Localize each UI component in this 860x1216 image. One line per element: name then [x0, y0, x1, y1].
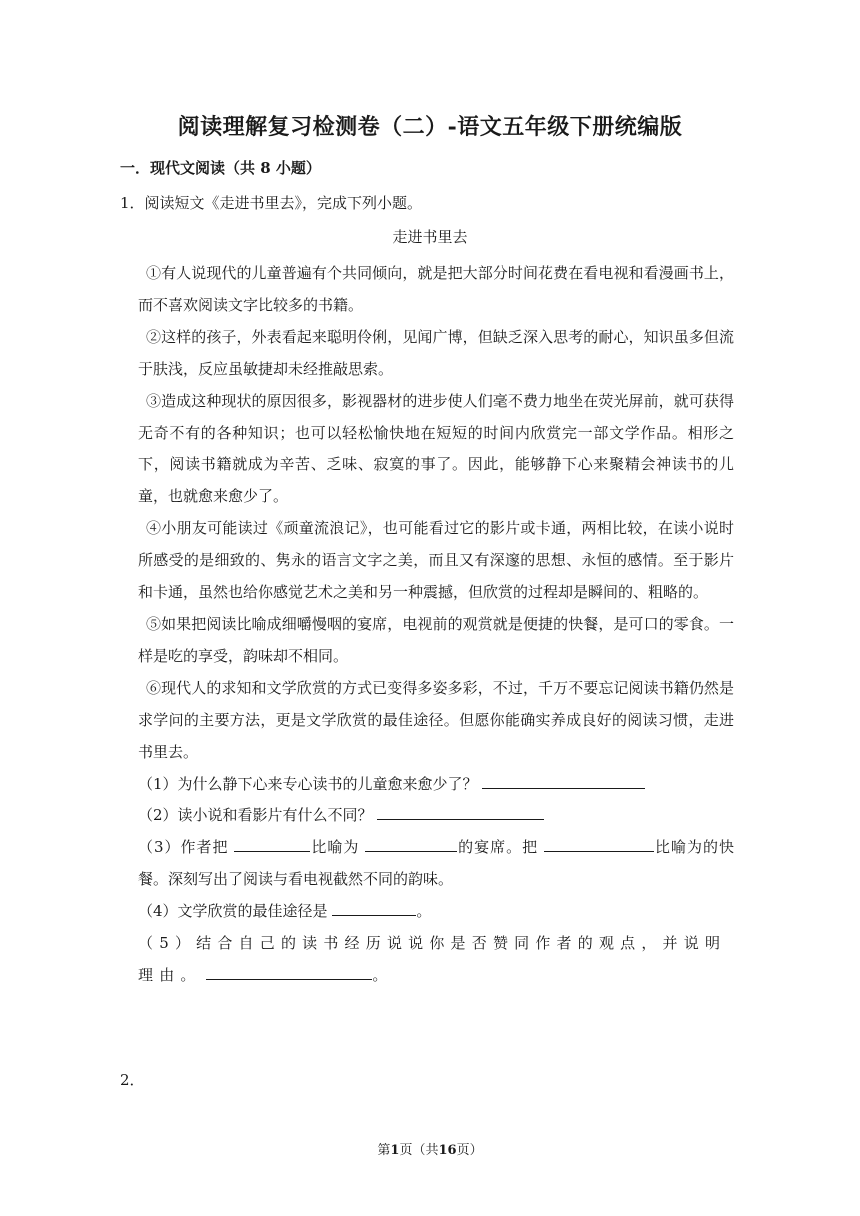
paragraph-5: ⑤如果把阅读比喻成细嚼慢咽的宴席，电视前的观赏就是便捷的快餐，是可口的零食。一样是吃的享受，韵味却不相同。	[138, 614, 734, 665]
answer-blank-3c[interactable]	[544, 836, 654, 852]
answer-blank-2[interactable]	[377, 804, 544, 820]
paragraph-1: ①有人说现代的儿童普遍有个共同倾向，就是把大部分时间花费在看电视和看漫画书上，而不喜欢阅读文字比较多的书籍。	[138, 264, 734, 314]
page-footer	[0, 1139, 860, 1158]
footer-page-number: 1	[390, 1143, 400, 1158]
sub-question-3-text-c: 的宴席。把	[457, 838, 539, 857]
paragraph-6: ⑥现代人的求知和文学欣赏的方式已变得多姿多彩，不过，千万不要忘记阅读书籍仍然是求学问的主要方法，更是文学欣赏的最佳途径。但愿你能确实养成良好的阅读习惯，走进书里去。	[138, 678, 734, 761]
sub-question-4-text: （4）文学欣赏的最佳途径是	[138, 902, 328, 921]
footer-mid: 页（共	[399, 1143, 439, 1158]
footer-suffix: 页）	[456, 1143, 483, 1158]
sub-question-4-end: 。	[416, 902, 432, 921]
sub-question-3-text-a: （3）作者把	[138, 838, 229, 857]
footer-total-pages: 16	[438, 1143, 457, 1158]
sub-question-5-end: 。	[372, 965, 388, 984]
sub-question-3-text-d: 比喻为的快餐。深刻写出了阅读与看电视截然不同的韵味。	[138, 838, 734, 889]
answer-blank-5[interactable]	[206, 964, 372, 980]
answer-blank-4[interactable]	[332, 900, 416, 916]
sub-question-1	[138, 769, 734, 801]
answer-blank-3b[interactable]	[365, 836, 457, 852]
sub-question-2-text: （2）读小说和看影片有什么不同？	[138, 806, 373, 825]
answer-blank-3a[interactable]	[234, 836, 310, 852]
sub-question-3	[138, 832, 734, 896]
paragraph-3: ③造成这种现状的原因很多，影视器材的进步使人们毫不费力地坐在荧光屏前，就可获得无奇不有的各种知识；也可以轻松愉快地在短短的时间内欣赏完一部文学作品。相形之下，阅读书籍就成为辛苦、乏味、寂寞的事了。因此，能够静下心来聚精会神读书的儿童，也就愈来愈少了。	[138, 391, 734, 506]
sub-question-4	[138, 896, 734, 928]
question-1-intro: 1．阅读短文《走进书里去》，完成下列小题。	[120, 194, 423, 212]
passage-body	[138, 258, 734, 992]
question-2-label: 2．	[120, 1071, 145, 1089]
footer-prefix: 第	[377, 1143, 391, 1158]
sub-question-2	[138, 800, 734, 832]
passage-title: 走进书里去	[392, 228, 468, 246]
answer-blank-1[interactable]	[482, 773, 645, 789]
paragraph-4: ④小朋友可能读过《顽童流浪记》，也可能看过它的影片或卡通，两相比较，在读小说时所感受的是细致的、隽永的语言文字之美，而且又有深邃的思想、永恒的感情。至于影片和卡通，虽然也给你感觉艺术之美和另一种震撼，但欣赏的过程却是瞬间的、粗略的。	[138, 519, 734, 602]
page-title: 阅读理解复习检测卷（二）-语文五年级下册统编版	[177, 114, 683, 140]
sub-question-3-text-b: 比喻为	[310, 838, 360, 857]
sub-question-5-text: （5）结合自己的读书经历说说你是否赞同作者的观点，并说明理由。	[138, 934, 727, 984]
section-heading: 一．现代文阅读（共 8 小题）	[120, 159, 321, 177]
paragraph-2: ②这样的孩子，外表看起来聪明伶俐，见闻广博，但缺乏深入思考的耐心，知识虽多但流于肤浅，反应虽敏捷却未经推敲思索。	[138, 327, 734, 378]
sub-question-1-text: （1）为什么静下心来专心读书的儿童愈来愈少了？	[138, 774, 478, 793]
sub-question-5	[138, 928, 734, 992]
